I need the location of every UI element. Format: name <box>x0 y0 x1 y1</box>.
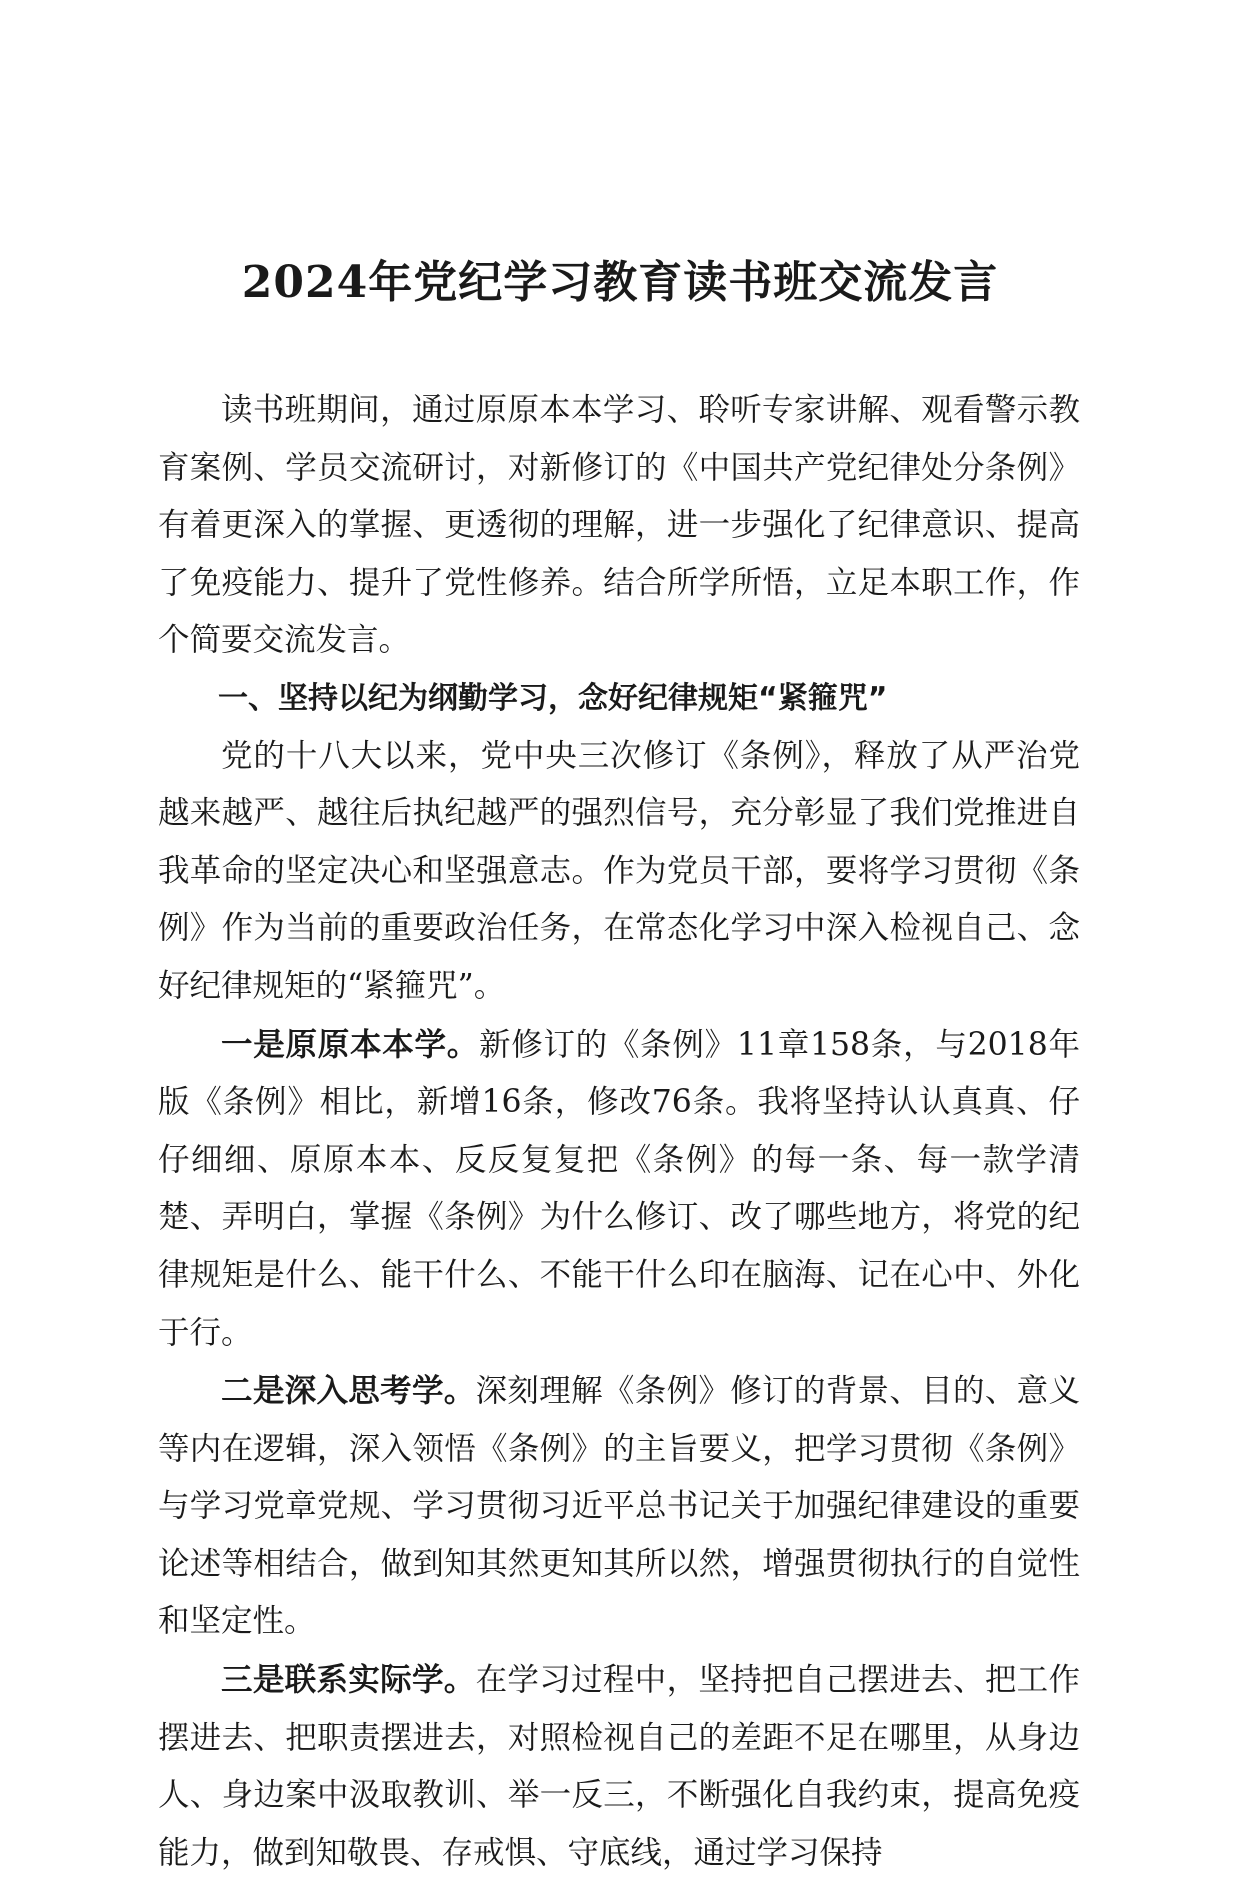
section-heading: 一、坚持以纪为纲勤学习，念好纪律规矩“紧箍咒” <box>218 680 888 716</box>
item-lead-1: 一是原原本本学。 <box>221 1025 479 1063</box>
document-body <box>158 382 1080 1882</box>
document-title: 2024年党纪学习教育读书班交流发言 <box>241 257 999 308</box>
item-text-2: 深刻理解《条例》修订的背景、目的、意义等内在逻辑，深入领悟《条例》的主旨要义，把学习贯彻《条例》与学习党章党规、学习贯彻习近平总书记关于加强纪律建设的重要论述等相结合，做到知其然更知其所以然，增强贯彻执行的自觉性和坚定性。 <box>158 1373 1080 1640</box>
item-lead-2: 二是深入思考学。 <box>221 1372 476 1410</box>
intro-paragraph: 读书班期间，通过原原本本学习、聆听专家讲解、观看警示教育案例、学员交流研讨，对新修订的《中国共产党纪律处分条例》有着更深入的掌握、更透彻的理解，进一步强化了纪律意识、提高了免疫能力、提升了党性修养。结合所学所悟，立足本职工作，作个简要交流发言。 <box>158 392 1080 659</box>
section-paragraph: 党的十八大以来，党中央三次修订《条例》，释放了从严治党越来越严、越往后执纪越严的强烈信号，充分彰显了我们党推进自我革命的坚定决心和坚强意志。作为党员干部，要将学习贯彻《条例》作为当前的重要政治任务，在常态化学习中深入检视自己、念好纪律规矩的“紧箍咒”。 <box>158 737 1080 1004</box>
item-paragraph-1 <box>158 1016 1080 1363</box>
item-paragraph-2 <box>158 1362 1080 1651</box>
item-lead-3: 三是联系实际学。 <box>221 1661 476 1699</box>
item-text-3: 在学习过程中，坚持把自己摆进去、把工作摆进去、把职责摆进去，对照检视自己的差距不足在哪里，从身边人、身边案中汲取教训、举一反三，不断强化自我约束，提高免疫能力，做到知敬畏、存戒惧、守底线，通过学习保持 <box>158 1662 1080 1871</box>
item-paragraph-3 <box>158 1651 1080 1882</box>
item-text-1: 新修订的《条例》11章158条，与2018年版《条例》相比，新增16条，修改76条。我将坚持认认真真、仔仔细细、原原本本、反反复复把《条例》的每一条、每一款学清楚、弄明白，掌握《条例》为什么修订、改了哪些地方，将党的纪律规矩是什么、能干什么、不能干什么印在脑海、记在心中、外化于行。 <box>158 1026 1080 1351</box>
